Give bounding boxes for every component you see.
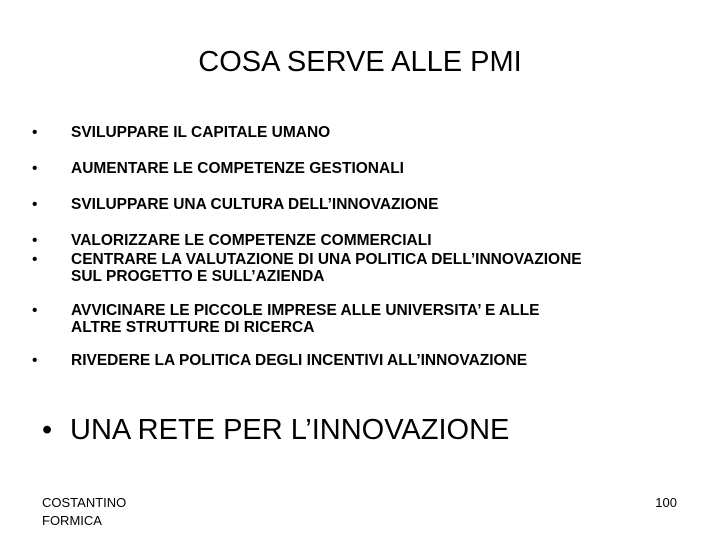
list-item-text: VALORIZZARE LE COMPETENZE COMMERCIALI	[71, 232, 432, 249]
list-item-text: AUMENTARE LE COMPETENZE GESTIONALI	[71, 160, 404, 177]
footer-author	[42, 494, 126, 530]
list-item-text: ALTRE STRUTTURE DI RICERCA	[71, 319, 315, 336]
author-first-name: COSTANTINO	[42, 495, 127, 510]
bullet-icon: •	[32, 352, 38, 369]
author-last-name: FORMICA	[42, 513, 102, 528]
list-item-text: SVILUPPARE UNA CULTURA DELL’INNOVAZIONE	[71, 196, 439, 213]
bullet-icon: •	[32, 124, 38, 141]
bullet-icon: •	[42, 414, 53, 446]
slide-title: COSA SERVE ALLE PMI	[198, 46, 522, 78]
bullet-icon: •	[32, 196, 38, 213]
list-item-text: RIVEDERE LA POLITICA DEGLI INCENTIVI ALL’INNOVAZIONE	[71, 352, 528, 369]
bullet-icon: •	[32, 251, 38, 268]
bullet-icon: •	[32, 160, 38, 177]
list-item-text: SUL PROGETTO E SULL’AZIENDA	[71, 268, 325, 285]
highlight-item	[42, 412, 509, 448]
list-item-text: AVVICINARE LE PICCOLE IMPRESE ALLE UNIVERSITA’ E ALLE	[71, 302, 540, 319]
highlight-item-text: UNA RETE PER L’INNOVAZIONE	[70, 414, 510, 446]
list-item-text: CENTRARE LA VALUTAZIONE DI UNA POLITICA DELL’INNOVAZIONE	[71, 251, 582, 268]
list-item-text: SVILUPPARE IL CAPITALE UMANO	[71, 124, 331, 141]
bullet-icon: •	[32, 232, 38, 249]
bullet-icon: •	[32, 302, 38, 319]
page-number: 100	[655, 495, 677, 510]
